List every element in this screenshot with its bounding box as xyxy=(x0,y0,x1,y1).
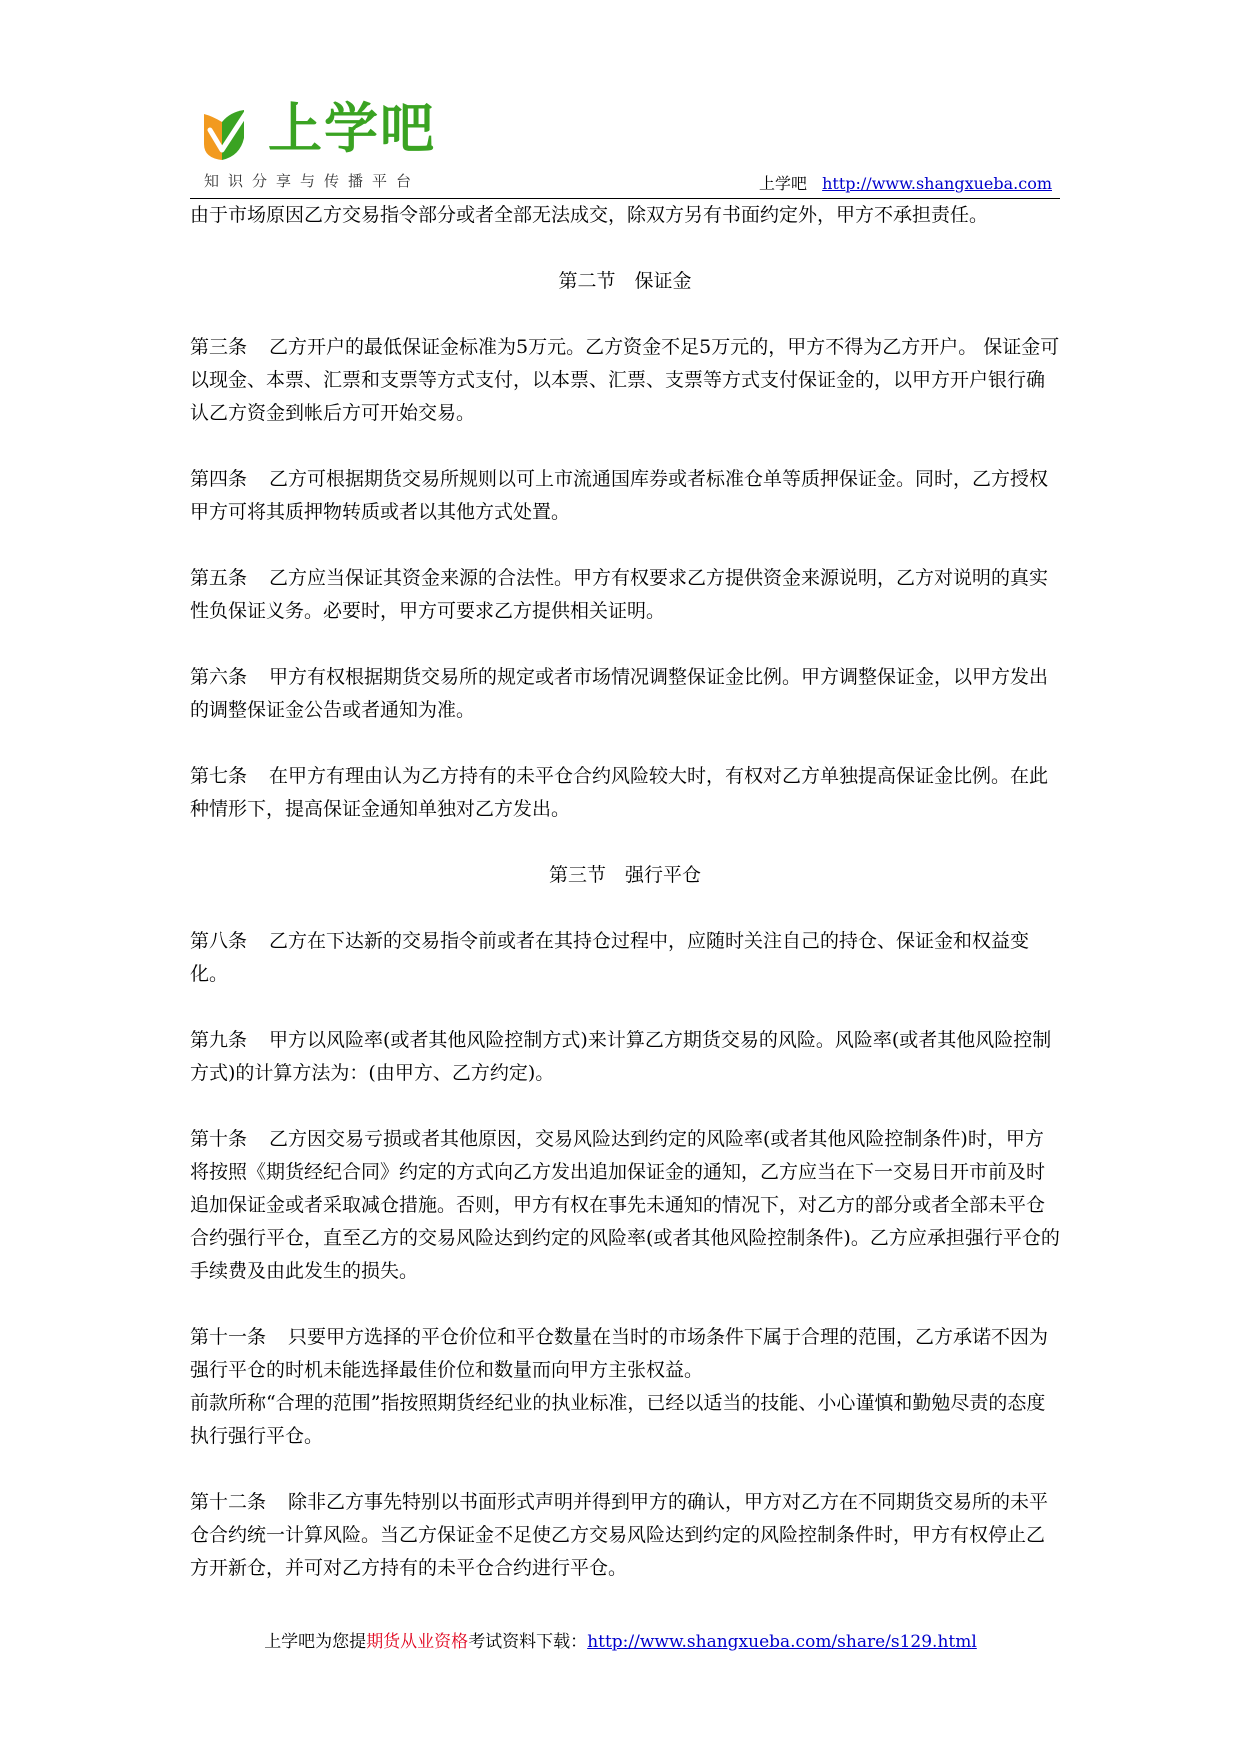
logo-slogan: 知识分享与传播平台 xyxy=(204,172,421,190)
article-text: 乙方可根据期货交易所规则以可上市流通国库券或者标准仓单等质押保证金。同时，乙方授权甲方可将其质押物转质或者以其他方式处置。 xyxy=(190,468,1049,523)
article-text: 甲方以风险率(或者其他风险控制方式)来计算乙方期货交易的风险。风险率(或者其他风险控制方式)的计算方法为：(由甲方、乙方约定)。 xyxy=(190,1029,1052,1084)
page-header xyxy=(190,80,1060,199)
article-number: 第十一条 xyxy=(190,1326,267,1348)
article-text: 只要甲方选择的平仓价位和平仓数量在当时的市场条件下属于合理的范围，乙方承诺不因为强行平仓的时机未能选择最佳价位和数量而向甲方主张权益。 xyxy=(190,1326,1049,1381)
footer-prefix: 上学吧为您提 xyxy=(264,1632,367,1652)
article-text: 乙方因交易亏损或者其他原因，交易风险达到约定的风险率(或者其他风险控制条件)时，甲方将按照《期货经纪合同》约定的方式向乙方发出追加保证金的通知，乙方应当在下一交易日开市前及时追加保证金或者采取减仓措施。否则，甲方有权在事先未通知的情况下，对乙方的部分或者全部未平仓合约强行平仓，直至乙方的交易风险达到约定的风险率(或者其他风险控制条件)。乙方应承担强行平仓的手续费及由此发生的损失。 xyxy=(190,1128,1060,1282)
article-text: 除非乙方事先特别以书面形式声明并得到甲方的确认，甲方对乙方在不同期货交易所的未平仓合约统一计算风险。当乙方保证金不足使乙方交易风险达到约定的风险控制条件时，甲方有权停止乙方开新仓，并可对乙方持有的未平仓合约进行平仓。 xyxy=(190,1491,1049,1579)
section-title-2: 第二节 保证金 xyxy=(558,270,692,292)
article-text: 在甲方有理由认为乙方持有的未平仓合约风险较大时，有权对乙方单独提高保证金比例。在此种情形下，提高保证金通知单独对乙方发出。 xyxy=(190,765,1049,820)
leaf-check-icon xyxy=(198,100,258,164)
article-number: 第七条 xyxy=(190,765,248,787)
article-text: 乙方应当保证其资金来源的合法性。甲方有权要求乙方提供资金来源说明，乙方对说明的真实性负保证义务。必要时，甲方可要求乙方提供相关证明。 xyxy=(190,567,1049,622)
article-7 xyxy=(190,760,1060,826)
article-number: 第五条 xyxy=(190,567,248,589)
article-11-paragraph-2: 前款所称“合理的范围”指按照期货经纪业的执业标准，已经以适当的技能、小心谨慎和勤勉尽责的态度执行强行平仓。 xyxy=(190,1392,1046,1447)
article-8 xyxy=(190,925,1060,991)
article-9 xyxy=(190,1024,1060,1090)
article-10 xyxy=(190,1123,1060,1288)
shangxueba-logo[interactable] xyxy=(190,90,450,190)
page-footer xyxy=(0,1627,1241,1652)
article-4 xyxy=(190,463,1060,529)
article-5 xyxy=(190,562,1060,628)
article-text: 乙方开户的最低保证金标准为5万元。乙方资金不足5万元的，甲方不得为乙方开户。 保证金可以现金、本票、汇票和支票等方式支付，以本票、汇票、支票等方式支付保证金的，以甲方开户银行确认乙方资金到帐后方可开始交易。 xyxy=(190,336,1060,424)
article-3 xyxy=(190,331,1060,430)
article-6 xyxy=(190,661,1060,727)
article-text: 乙方在下达新的交易指令前或者在其持仓过程中，应随时关注自己的持仓、保证金和权益变化。 xyxy=(190,930,1030,985)
article-12 xyxy=(190,1486,1060,1585)
logo-text: 上学吧 xyxy=(268,97,436,160)
article-number: 第八条 xyxy=(190,930,248,952)
header-site-name: 上学吧 xyxy=(759,174,808,193)
footer-highlight-link[interactable]: 期货从业资格 xyxy=(366,1632,469,1652)
article-number: 第十条 xyxy=(190,1128,248,1150)
article-text: 甲方有权根据期货交易所的规定或者市场情况调整保证金比例。甲方调整保证金，以甲方发出的调整保证金公告或者通知为准。 xyxy=(190,666,1049,721)
article-number: 第九条 xyxy=(190,1029,248,1051)
article-11 xyxy=(190,1321,1060,1387)
header-site-link[interactable]: http://www.shangxueba.com xyxy=(822,174,1052,193)
section-title-3: 第三节 强行平仓 xyxy=(548,864,701,886)
article-number: 第十二条 xyxy=(190,1491,267,1513)
article-number: 第六条 xyxy=(190,666,248,688)
document-body xyxy=(190,199,1060,1618)
article-number: 第四条 xyxy=(190,468,248,490)
article-number: 第三条 xyxy=(190,336,248,358)
footer-middle: 考试资料下载： xyxy=(468,1632,588,1652)
intro-paragraph: 由于市场原因乙方交易指令部分或者全部无法成交，除双方另有书面约定外，甲方不承担责任。 xyxy=(190,204,989,226)
header-site-info xyxy=(759,171,1052,194)
footer-download-link[interactable]: http://www.shangxueba.com/share/s129.html xyxy=(587,1632,977,1652)
